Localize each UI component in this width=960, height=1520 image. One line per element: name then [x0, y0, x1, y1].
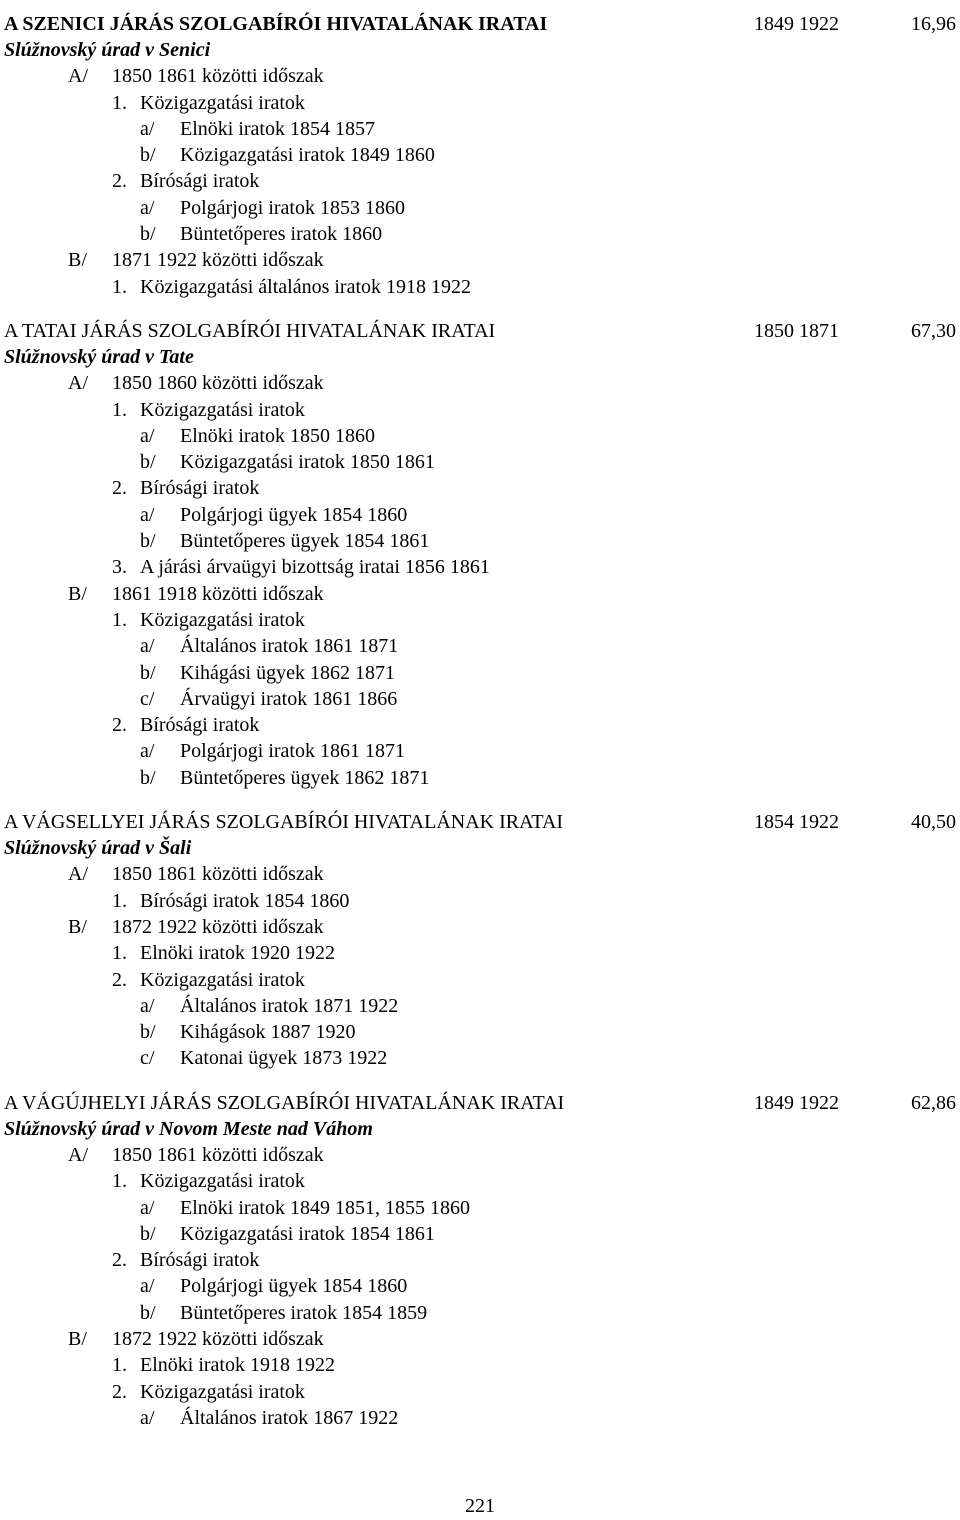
inventory-entry	[4, 1247, 956, 1273]
entry-text: Közigazgatási iratok	[140, 398, 305, 421]
entry-label: 1.	[112, 398, 127, 421]
entry-label: b/	[140, 661, 156, 684]
fonds-title: A VÁGÚJHELYI JÁRÁS SZOLGABÍRÓI HIVATALÁNAK IRATAI	[4, 1091, 565, 1114]
fonds-size: 67,30	[911, 319, 956, 342]
entry-label: a/	[140, 1196, 155, 1219]
fonds-years: 1854 1922	[754, 811, 839, 834]
inventory-entry	[4, 1273, 956, 1299]
inventory-entry	[4, 221, 956, 247]
inventory-entry	[4, 449, 956, 475]
entry-text: A járási árvaügyi bizottság iratai 1856 1861	[140, 556, 490, 579]
fonds-heading	[4, 1082, 956, 1116]
entry-label: 2.	[112, 1380, 127, 1403]
entry-label: a/	[140, 740, 155, 763]
entry-label: 2.	[112, 714, 127, 737]
entry-text: Közigazgatási iratok	[140, 1380, 305, 1403]
inventory-entry	[4, 370, 956, 396]
inventory-entry	[4, 993, 956, 1019]
inventory-entry	[4, 686, 956, 712]
inventory-entry	[4, 195, 956, 221]
inventory-entry	[4, 1352, 956, 1378]
entry-label: B/	[68, 582, 87, 605]
entry-label: 3.	[112, 556, 127, 579]
entry-label: 2.	[112, 1249, 127, 1272]
fonds-title: A SZENICI JÁRÁS SZOLGABÍRÓI HIVATALÁNAK IRATAI	[4, 13, 548, 35]
entry-text: Kihágási ügyek 1862 1871	[180, 661, 395, 684]
entry-label: B/	[68, 249, 87, 272]
entry-label: a/	[140, 424, 155, 447]
entry-label: 1.	[112, 608, 127, 631]
inventory-entry	[4, 1221, 956, 1247]
slovak-fonds-name: Slúžnovský úrad v Novom Meste nad Váhom	[4, 1117, 373, 1140]
slovak-fonds-name: Slúžnovský úrad v Šali	[4, 837, 192, 860]
inventory-entry	[4, 63, 956, 89]
entry-text: Bírósági iratok	[140, 477, 260, 500]
inventory-entry	[4, 765, 956, 791]
fonds-size: 40,50	[911, 811, 956, 834]
inventory-entry	[4, 861, 956, 887]
inventory-entry	[4, 168, 956, 194]
inventory-entry	[4, 1195, 956, 1221]
entry-label: 1.	[112, 1170, 127, 1193]
entry-label: b/	[140, 530, 156, 553]
entry-label: 2.	[112, 170, 127, 193]
entry-text: Közigazgatási iratok	[140, 1170, 305, 1193]
fonds-title: A TATAI JÁRÁS SZOLGABÍRÓI HIVATALÁNAK IRATAI	[4, 319, 496, 342]
entry-label: a/	[140, 1275, 155, 1298]
inventory-entry	[4, 397, 956, 423]
inventory-entry	[4, 1045, 956, 1071]
inventory-entry	[4, 90, 956, 116]
page-number: 221	[465, 1495, 495, 1517]
inventory-entry	[4, 940, 956, 966]
entry-text: Büntetőperes ügyek 1862 1871	[180, 766, 430, 789]
entry-text: Elnöki iratok 1854 1857	[180, 117, 375, 140]
entry-text: Polgárjogi ügyek 1854 1860	[180, 1275, 408, 1298]
entry-label: b/	[140, 1222, 156, 1245]
entry-text: Elnöki iratok 1918 1922	[140, 1354, 335, 1377]
fonds-heading	[4, 801, 956, 835]
inventory-entry	[4, 1379, 956, 1405]
fonds-section	[4, 310, 956, 791]
inventory-entry	[4, 738, 956, 764]
entry-text: Általános iratok 1861 1871	[180, 635, 399, 658]
fonds-heading	[4, 310, 956, 344]
entry-text: Polgárjogi ügyek 1854 1860	[180, 503, 408, 526]
inventory-entry	[4, 528, 956, 554]
inventory-entry	[4, 1300, 956, 1326]
inventory-entry	[4, 712, 956, 738]
entry-text: 1850 1860 közötti időszak	[112, 372, 324, 395]
inventory-entry	[4, 247, 956, 273]
entry-text: Bírósági iratok	[140, 170, 260, 193]
entry-label: 1.	[112, 889, 127, 912]
entry-label: a/	[140, 635, 155, 658]
inventory-entry	[4, 423, 956, 449]
fonds-section	[4, 0, 956, 300]
slovak-fonds-name: Slúžnovský úrad v Senici	[4, 39, 211, 61]
entry-text: Közigazgatási általános iratok 1918 1922	[140, 275, 472, 298]
inventory-entry	[4, 1142, 956, 1168]
inventory-entry	[4, 475, 956, 501]
fonds-section	[4, 1082, 956, 1432]
inventory-entry	[4, 581, 956, 607]
fonds-title: A VÁGSELLYEI JÁRÁS SZOLGABÍRÓI HIVATALÁNAK IRATAI	[4, 811, 564, 834]
entry-label: B/	[68, 915, 87, 938]
fonds-years: 1849 1922	[754, 13, 839, 35]
entry-text: Általános iratok 1871 1922	[180, 994, 399, 1017]
inventory-entry	[4, 1326, 956, 1352]
entry-text: Kihágások 1887 1920	[180, 1021, 356, 1044]
inventory-entry	[4, 633, 956, 659]
entry-label: A/	[68, 863, 88, 886]
fonds-years: 1849 1922	[754, 1091, 839, 1114]
fonds-size: 16,96	[911, 13, 956, 35]
entry-text: Büntetőperes iratok 1860	[180, 223, 383, 246]
entry-label: b/	[140, 1021, 156, 1044]
fonds-size: 62,86	[911, 1091, 956, 1114]
entry-text: Közigazgatási iratok 1854 1861	[180, 1222, 435, 1245]
entry-label: a/	[140, 196, 155, 219]
entry-label: b/	[140, 766, 156, 789]
entry-text: Közigazgatási iratok	[140, 91, 305, 114]
entry-text: Büntetőperes iratok 1854 1859	[180, 1301, 428, 1324]
entry-label: c/	[140, 687, 155, 710]
inventory-entry	[4, 660, 956, 686]
entry-label: A/	[68, 372, 88, 395]
entry-label: B/	[68, 1328, 87, 1351]
entry-label: b/	[140, 223, 156, 246]
entry-text: Katonai ügyek 1873 1922	[180, 1047, 388, 1070]
slovak-fonds-name: Slúžnovský úrad v Tate	[4, 345, 194, 368]
entry-label: 1.	[112, 275, 127, 298]
inventory-entry	[4, 888, 956, 914]
entry-text: Árvaügyi iratok 1861 1866	[180, 687, 398, 710]
entry-text: Elnöki iratok 1920 1922	[140, 942, 335, 965]
inventory-entry	[4, 1405, 956, 1431]
entry-text: Polgárjogi iratok 1853 1860	[180, 196, 405, 219]
entry-text: 1850 1861 közötti időszak	[112, 1143, 324, 1166]
inventory-entry	[4, 554, 956, 580]
entry-text: 1850 1861 közötti időszak	[112, 863, 324, 886]
entry-text: Elnöki iratok 1849 1851, 1855 1860	[180, 1196, 470, 1219]
entry-label: 2.	[112, 477, 127, 500]
entry-text: Közigazgatási iratok 1850 1861	[180, 451, 435, 474]
entry-label: a/	[140, 117, 155, 140]
inventory-entry	[4, 116, 956, 142]
entry-label: 1.	[112, 942, 127, 965]
entry-label: 1.	[112, 1354, 127, 1377]
inventory-entry	[4, 914, 956, 940]
entry-label: c/	[140, 1047, 155, 1070]
entry-text: Büntetőperes ügyek 1854 1861	[180, 530, 430, 553]
entry-label: 2.	[112, 968, 127, 991]
entry-text: Polgárjogi iratok 1861 1871	[180, 740, 405, 763]
fonds-heading	[4, 3, 956, 37]
entry-label: a/	[140, 503, 155, 526]
inventory-entry	[4, 967, 956, 993]
entry-text: Közigazgatási iratok	[140, 968, 305, 991]
entry-label: a/	[140, 994, 155, 1017]
inventory-entry	[4, 607, 956, 633]
entry-label: 1.	[112, 91, 127, 114]
inventory-entry	[4, 1019, 956, 1045]
entry-text: Általános iratok 1867 1922	[180, 1406, 399, 1429]
inventory-entry	[4, 142, 956, 168]
inventory-entry	[4, 1168, 956, 1194]
entry-label: a/	[140, 1406, 155, 1429]
entry-text: 1872 1922 közötti időszak	[112, 915, 324, 938]
entry-label: b/	[140, 144, 156, 167]
entry-text: Közigazgatási iratok 1849 1860	[180, 144, 435, 167]
entry-text: Bírósági iratok 1854 1860	[140, 889, 350, 912]
entry-text: 1871 1922 közötti időszak	[112, 249, 324, 272]
entry-label: A/	[68, 1143, 88, 1166]
document-body	[4, 0, 956, 1441]
entry-text: 1861 1918 közötti időszak	[112, 582, 324, 605]
inventory-entry	[4, 502, 956, 528]
entry-text: Elnöki iratok 1850 1860	[180, 424, 375, 447]
fonds-years: 1850 1871	[754, 319, 839, 342]
entry-label: b/	[140, 1301, 156, 1324]
entry-text: 1872 1922 közötti időszak	[112, 1328, 324, 1351]
entry-text: 1850 1861 közötti időszak	[112, 65, 324, 88]
entry-text: Bírósági iratok	[140, 714, 260, 737]
entry-label: b/	[140, 451, 156, 474]
entry-text: Közigazgatási iratok	[140, 608, 305, 631]
entry-text: Bírósági iratok	[140, 1249, 260, 1272]
fonds-section	[4, 801, 956, 1072]
entry-label: A/	[68, 65, 88, 88]
inventory-entry	[4, 274, 956, 300]
